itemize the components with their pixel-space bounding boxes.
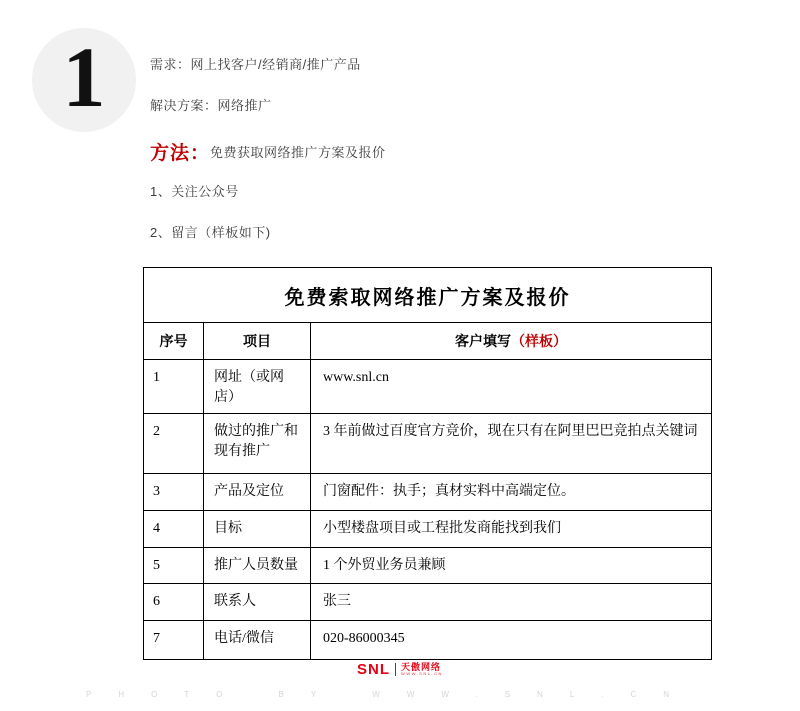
- row-value: www.snl.cn: [311, 360, 712, 414]
- step-1-line: 1、关注公众号: [150, 184, 239, 199]
- logo-divider: [395, 663, 396, 676]
- step-number: 1: [62, 29, 106, 125]
- step-number-badge: [32, 28, 136, 132]
- table-row: [144, 360, 712, 414]
- method-line: [150, 138, 386, 165]
- header-fill-text: 客户填写: [455, 333, 512, 349]
- table-row: [144, 473, 712, 510]
- row-item: 网址（或网店）: [204, 360, 311, 414]
- table-row: [144, 620, 712, 659]
- header-fill: [311, 323, 712, 360]
- row-no: 6: [144, 583, 204, 620]
- row-item: 推广人员数量: [204, 547, 311, 583]
- row-no: 7: [144, 620, 204, 659]
- header-fill-highlight: （样板）: [511, 333, 568, 349]
- row-value: 020-86000345: [311, 620, 712, 659]
- logo-snl-text: SNL: [357, 661, 391, 678]
- table-row: [144, 413, 712, 473]
- row-value: 小型楼盘项目或工程批发商能找到我们: [311, 510, 712, 547]
- photo-watermark: PHOTO BY WWW.SNL.CN: [86, 690, 697, 699]
- table-row: [144, 547, 712, 583]
- method-label: 方法：: [150, 143, 211, 164]
- quote-request-table: [143, 267, 712, 660]
- header-item: 项目: [204, 323, 311, 360]
- row-no: 2: [144, 413, 204, 473]
- table-row: [144, 510, 712, 547]
- logo-right-block: [401, 663, 443, 677]
- header-no: 序号: [144, 323, 204, 360]
- step-2-line: 2、留言（样板如下): [150, 225, 271, 240]
- demand-line: 需求：网上找客户/经销商/推广产品: [150, 57, 361, 72]
- row-item: 联系人: [204, 583, 311, 620]
- row-item: 做过的推广和现有推广: [204, 413, 311, 473]
- row-item: 目标: [204, 510, 311, 547]
- row-no: 3: [144, 473, 204, 510]
- footer-logo: [0, 662, 800, 677]
- table-title: 免费索取网络推广方案及报价: [144, 268, 712, 323]
- row-item: 产品及定位: [204, 473, 311, 510]
- row-no: 5: [144, 547, 204, 583]
- row-item: 电话/微信: [204, 620, 311, 659]
- method-text: 免费获取网络推广方案及报价: [210, 145, 386, 160]
- row-value: 张三: [311, 583, 712, 620]
- row-value: 1 个外贸业务员兼顾: [311, 547, 712, 583]
- table-title-row: [144, 268, 712, 323]
- row-no: 1: [144, 360, 204, 414]
- row-value: 门窗配件：执手；真材实料中高端定位。: [311, 473, 712, 510]
- table-header-row: [144, 323, 712, 360]
- solution-line: 解决方案：网络推广: [150, 98, 272, 113]
- logo-chinese-name: 天傲网络: [401, 661, 442, 672]
- row-value: 3 年前做过百度官方竞价，现在只有在阿里巴巴竞拍点关键词: [311, 413, 712, 473]
- logo-website-subtext: WWW.SNL.CN: [401, 671, 443, 677]
- row-no: 4: [144, 510, 204, 547]
- table-row: [144, 583, 712, 620]
